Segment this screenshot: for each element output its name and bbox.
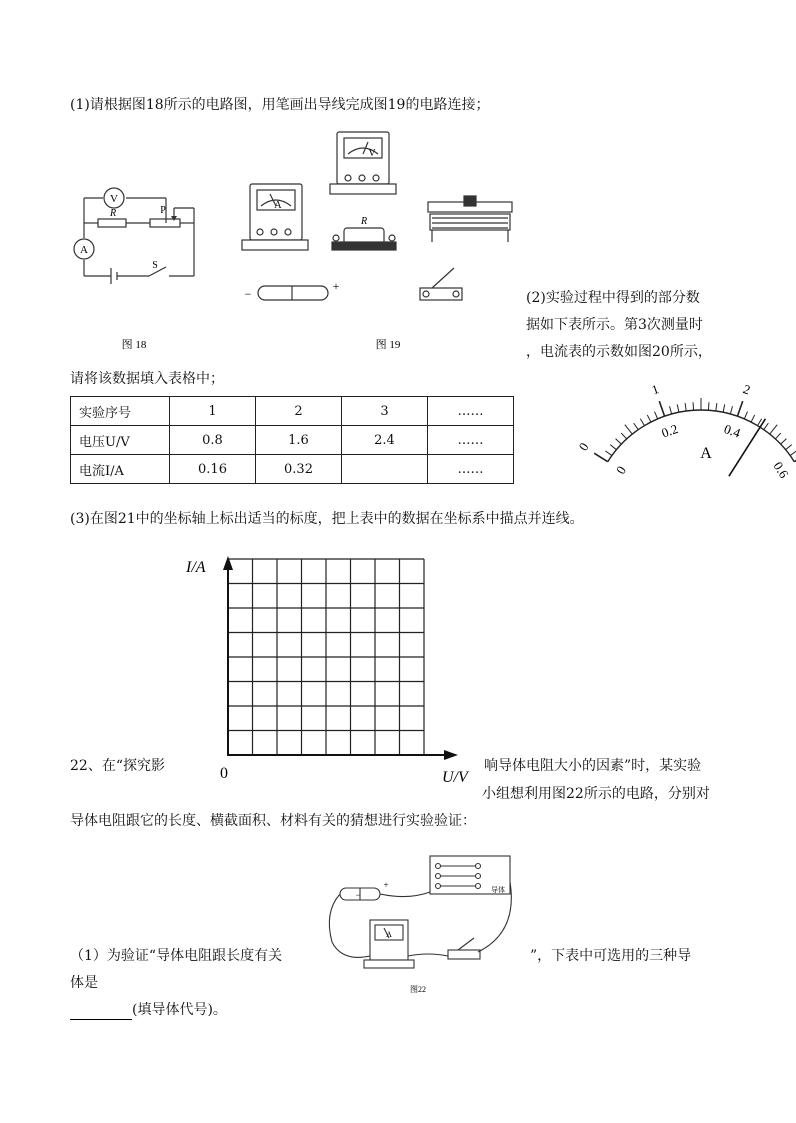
fig18-slider-label: P: [160, 205, 166, 216]
q22-sub1-left: （1）为验证“导体电阻跟长度有关: [70, 948, 283, 964]
table-row: [71, 426, 514, 455]
q22-line2: 小组想利用图22所示的电路，分别对: [482, 786, 710, 802]
data-table: [70, 396, 514, 484]
meter-lower-scale-label: 0.4: [722, 421, 743, 441]
fig19-resistor-label: R: [360, 216, 368, 227]
part1-instruction: (1)请根据图18所示的电路图，用笔画出导线完成图19的电路连接；: [70, 97, 490, 113]
meter-lower-scale-label: 0: [612, 463, 629, 477]
fig18-voltmeter-label: V: [110, 193, 118, 205]
meter-tick: [764, 423, 769, 430]
fig19-devices: [232, 128, 522, 358]
fig19-resistor: [332, 228, 396, 250]
meter-tick: [716, 403, 717, 411]
part2-line3: ，电流表的示数如图20所示，: [526, 344, 712, 360]
part2-line4: 请将该数据填入表格中；: [70, 371, 224, 387]
fig19-battery: [258, 286, 328, 300]
table-row-label: 电流I/A: [71, 455, 170, 484]
table-cell: 0.8: [170, 426, 256, 455]
meter-tick: [616, 439, 622, 445]
meter-upper-scale-label: 2: [741, 381, 753, 398]
table-header-cell: 3: [342, 397, 428, 426]
meter-tick: [647, 415, 651, 422]
fig18-switch-label: S: [152, 260, 158, 271]
meter-tick: [640, 419, 644, 426]
q22-text-right: 响导体电阻大小的因素”时，某实验: [484, 758, 702, 774]
table-cell: 2.4: [342, 426, 428, 455]
y-axis-arrow-icon: [223, 556, 233, 570]
fig22-caption: 图22: [410, 985, 426, 994]
origin-label: 0: [220, 765, 228, 782]
meter-upper-scale-label: 0: [575, 439, 592, 454]
fig19-voltmeter-label: V: [368, 148, 376, 159]
meter-tick: [659, 401, 664, 416]
q22-answer-blank[interactable]: [70, 1005, 132, 1020]
fig19-rheostat: [428, 196, 512, 242]
fig19-caption: 图 19: [375, 339, 401, 351]
fig19-switch: [420, 268, 462, 300]
meter-tick: [610, 445, 616, 450]
meter-lower-scale-label: 0.6: [770, 459, 792, 481]
meter-tick: [685, 403, 686, 411]
meter-tick: [770, 425, 777, 434]
fig18-ammeter-label: A: [80, 244, 88, 256]
table-cell: 0.32: [256, 455, 342, 484]
fig19-voltmeter: [330, 132, 396, 194]
meter-tick: [786, 445, 792, 450]
fig19-ammeter: [242, 184, 308, 250]
meter-unit-label: A: [700, 445, 712, 462]
meter-tick: [625, 425, 632, 434]
part3-instruction: (3)在图21中的坐标轴上标出适当的标度，把上表中的数据在坐标系中描点并连线。: [70, 511, 584, 527]
meter-tick: [634, 423, 639, 430]
table-header-cell: 2: [256, 397, 342, 426]
q22-text-left: 22、在“探究影: [70, 758, 165, 774]
meter-tick: [670, 406, 672, 414]
meter-tick: [594, 453, 608, 461]
meter-tick: [730, 406, 732, 414]
fig22-switch: [448, 938, 480, 959]
meter-tick: [605, 451, 611, 456]
fig22-ammeter-label: A: [386, 930, 392, 939]
q22-sub1-right: ”，下表中可选用的三种导: [530, 948, 692, 964]
meter-tick: [621, 433, 626, 439]
meter-tick: [655, 412, 658, 419]
fig18-caption: 图 18: [121, 339, 147, 351]
fig19-plus-label: +: [332, 279, 340, 293]
meter-tick: [775, 433, 780, 439]
meter-tick: [751, 415, 755, 422]
table-row-label: 电压U/V: [71, 426, 170, 455]
q22-sub1-line2: 体是: [70, 975, 98, 991]
meter-tick: [693, 402, 694, 410]
fig21-coordinate-grid[interactable]: [180, 548, 470, 788]
table-cell: 0.16: [170, 455, 256, 484]
q22-sub1-line3: (填导体代号)。: [132, 1002, 227, 1018]
fig22-experiment-circuit: [318, 852, 518, 1000]
meter-tick: [677, 404, 679, 412]
table-header-cell: ……: [428, 397, 514, 426]
meter-lower-scale-label: 0.2: [659, 421, 680, 441]
q22-answer-line: [70, 1000, 227, 1020]
table-cell: ……: [428, 455, 514, 484]
x-axis-arrow-icon: [444, 750, 458, 760]
meter-tick: [790, 451, 796, 456]
fig22-ammeter: [364, 920, 414, 968]
fig22-plus-label: +: [383, 880, 389, 890]
table-answer-cell[interactable]: [342, 455, 428, 484]
meter-tick: [781, 439, 787, 445]
part2-line2: 据如下表所示。第3次测量时: [526, 317, 703, 333]
fig18-circuit-diagram: [66, 178, 206, 358]
table-header-cell: 实验序号: [71, 397, 170, 426]
meter-upper-scale-label: 1: [649, 381, 661, 398]
table-row: [71, 455, 514, 484]
table-header-row: [71, 397, 514, 426]
table-cell: ……: [428, 426, 514, 455]
fig22-minus-label: −: [355, 890, 361, 900]
y-axis-label: I/A: [186, 559, 206, 576]
meter-tick: [708, 402, 709, 410]
meter-tick: [744, 412, 747, 419]
fig22-board-label: 导体: [491, 886, 505, 894]
q22-line3: 导体电阻跟它的长度、横截面积、材料有关的猜想进行实验验证：: [70, 813, 476, 829]
part2-line1: (2)实验过程中得到的部分数: [526, 290, 700, 306]
meter-tick: [723, 404, 725, 412]
fig19-ammeter-label: A: [274, 200, 282, 211]
table-cell: 1.6: [256, 426, 342, 455]
fig20-ammeter-dial: [575, 360, 796, 481]
table-header-cell: 1: [170, 397, 256, 426]
meter-tick: [737, 401, 742, 416]
fig19-minus-label: −: [244, 287, 252, 301]
x-axis-label: U/V: [442, 769, 468, 786]
fig18-resistor-label: R: [109, 208, 117, 219]
